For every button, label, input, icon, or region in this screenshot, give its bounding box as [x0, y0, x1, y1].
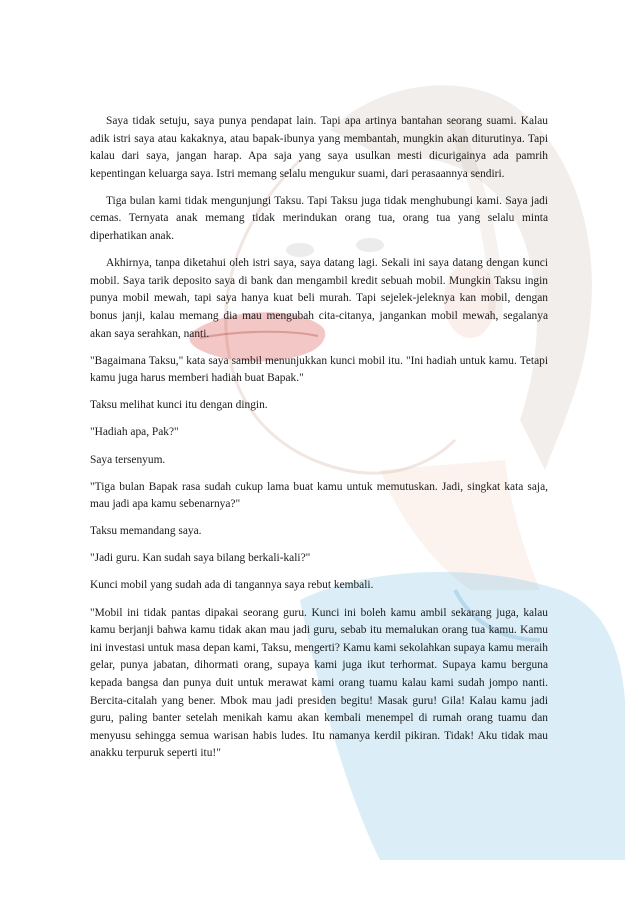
paragraph-10: "Jadi guru. Kan sudah saya bilang berkali-kali?" — [90, 552, 311, 565]
paragraph-11: Kunci mobil yang sudah ada di tangannya saya rebut kembali. — [90, 579, 374, 592]
paragraph-5: Taksu melihat kunci itu dengan dingin. — [90, 399, 268, 412]
paragraph-9: Taksu memandang saya. — [90, 525, 202, 538]
paragraph-6: "Hadiah apa, Pak?" — [90, 426, 179, 439]
paragraph-1: Saya tidak setuju, saya punya pendapat lain. Tapi apa artinya bantahan seorang suami. Kalau adik istri saya atau kakaknya, atau bapak-ibunya yang membantah, mungkin akan diturutinya. Tapi kalau dari saya, jangan harap. Apa saja yang saya usulkan mesti dicurigainya ada pamrih kepentingan keluarga saya. Istri memang selalu mengukur suami, dari perasaannya sendiri. — [90, 115, 548, 180]
paragraph-4: "Bagaimana Taksu," kata saya sambil menunjukkan kunci mobil itu. "Ini hadiah untuk kamu. Tetapi kamu juga harus memberi hadiah buat Bapak." — [90, 354, 548, 385]
story-text — [90, 113, 548, 772]
paragraph-7: Saya tersenyum. — [90, 453, 166, 466]
paragraph-12: "Mobil ini tidak pantas dipakai seorang guru. Kunci ini boleh kamu ambil sekarang juga, kalau kamu berjanji bahwa kamu tidak akan mau jadi guru, sebab itu memalukan orang tua kamu. Kamu ini investasi untuk masa depan kami, Taksu, mengerti? Kamu kami sekolahkan supaya kamu meraih gelar, punya jabatan, dihormati orang, supaya kami juga ikut terhormat. Supaya kamu berguna kepada bangsa dan punya duit untuk merawat kami orang tuamu kalau kami sudah jompo nanti. Bercita-citalah yang bener. Mbok mau jadi presiden begitu! Masak guru! Gila! Kalau kamu jadi guru, paling banter setelah menikah kamu akan kembali menempel di rumah orang tuamu dan menyusu sehingga semua warisan habis ludes. Itu namanya kerdil pikiran. Tidak! Aku tidak mau anakku terpuruk seperti itu!" — [90, 606, 548, 760]
paragraph-8: "Tiga bulan Bapak rasa sudah cukup lama buat kamu untuk memutuskan. Jadi, singkat kata saja, mau jadi apa kamu sebenarnya?" — [90, 480, 548, 511]
paragraph-2: Tiga bulan kami tidak mengunjungi Taksu. Tapi Taksu juga tidak menghubungi kami. Saya jadi cemas. Ternyata anak memang tidak merindukan orang tua, orang tua yang selalu minta diperhatikan anak. — [90, 194, 548, 243]
paragraph-3: Akhirnya, tanpa diketahui oleh istri saya, saya datang lagi. Sekali ini saya datang dengan kunci mobil. Saya tarik deposito saya di bank dan mengambil kredit sebuah mobil. Mungkin Taksu ingin punya mobil mewah, tapi saya hanya kuat beli murah. Tapi sejelek-jeleknya kan mobil, dengan bonus janji, kalau memang dia mau mengubah cita-citanya, jangankan mobil mewah, segalanya akan saya serahkan, nanti. — [90, 257, 548, 340]
